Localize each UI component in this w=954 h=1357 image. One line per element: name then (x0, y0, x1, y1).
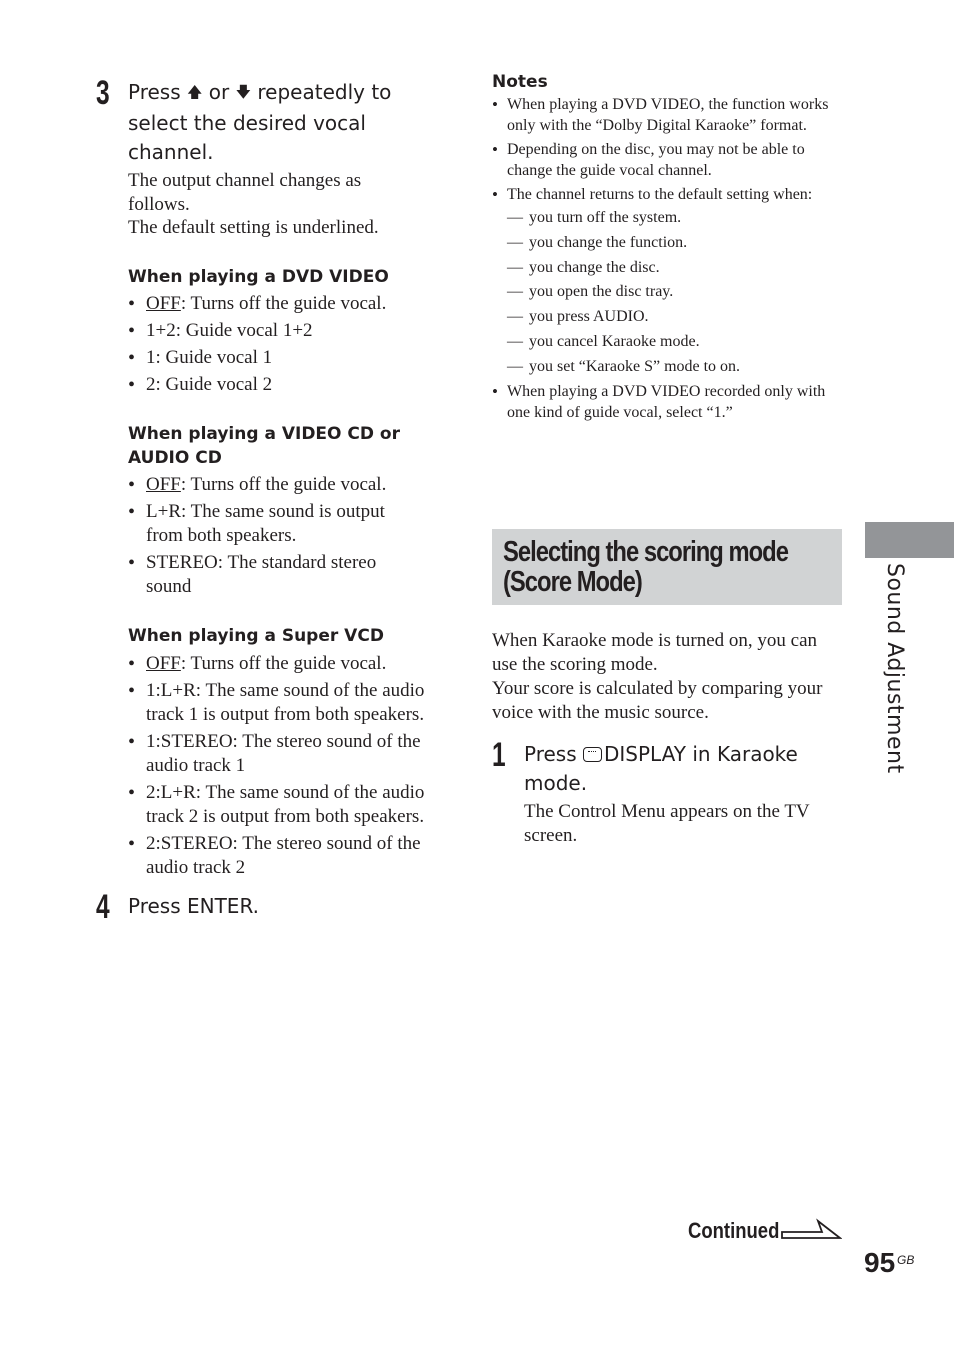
notes-heading: Notes (492, 72, 548, 92)
list-item (128, 373, 456, 397)
item-text: : Turns off the guide vocal. (180, 474, 387, 495)
page-number: 95 (864, 1247, 896, 1278)
dash-item: — you set “Karaoke S” mode to on. (507, 356, 844, 377)
step-body: The Control Menu appears on the TV screen. (524, 801, 810, 846)
dash-list (507, 207, 844, 377)
list-item (128, 292, 456, 316)
list-item (128, 500, 418, 548)
step-number: 1 (492, 736, 506, 774)
dash-item: — you cancel Karaoke mode. (507, 331, 844, 352)
default-setting: OFF (146, 474, 181, 495)
item-text: 2:L+R: The same sound of the audio track 2 is output from both speakers. (146, 781, 425, 827)
body-line: The output channel changes as follows. (128, 170, 362, 215)
step-heading-text: Press (128, 80, 181, 104)
dash-item: — you press AUDIO. (507, 306, 844, 327)
left-column (96, 74, 456, 926)
item-text: : Turns off the guide vocal. (180, 652, 387, 674)
list-item (128, 652, 456, 676)
step-heading-text: DISPLAY in Karaoke mode. (524, 742, 798, 795)
list-item (128, 319, 456, 343)
body-line: The default setting is underlined. (128, 217, 379, 238)
note-item: • When playing a DVD VIDEO recorded only with one kind of guide vocal, select “1.” (492, 381, 844, 423)
item-text: 1:L+R: The same sound of the audio track 1 is output from both speakers. (146, 679, 425, 725)
down-arrow-icon: 🡇 (235, 83, 252, 101)
note-item (492, 184, 844, 377)
list-item (128, 551, 408, 599)
step-body (128, 169, 456, 240)
dash-item: — you change the function. (507, 232, 844, 253)
step-heading-text: Press (524, 742, 577, 766)
right-column (492, 70, 844, 426)
step-heading (128, 78, 456, 167)
item-text: 2: Guide vocal 2 (146, 374, 273, 395)
subheading-svcd: When playing a Super VCD (128, 626, 384, 646)
section-title-line: Selecting the scoring mode (503, 536, 788, 568)
list-dvd (128, 292, 456, 397)
up-arrow-icon: 🡅 (187, 83, 203, 101)
note-item: • Depending on the disc, you may not be able to change the guide vocal channel. (492, 139, 844, 181)
list-item (128, 781, 446, 829)
step-heading-text: or (208, 80, 230, 104)
section-title (503, 536, 788, 598)
default-setting: OFF (146, 293, 181, 314)
section-heading-box (492, 529, 842, 605)
dash-item: — you change the disc. (507, 257, 844, 278)
step-number: 3 (96, 74, 110, 112)
list-item (128, 730, 456, 778)
note-item: • When playing a DVD VIDEO, the function works only with the “Dolby Digital Karaoke” format. (492, 94, 844, 136)
step-number: 4 (96, 887, 110, 926)
default-setting: OFF (146, 652, 181, 674)
step-heading-text: repeatedly to select the desired vocal channel. (128, 80, 392, 164)
list-svcd (128, 652, 456, 880)
dash-item: — you turn off the system. (507, 207, 844, 228)
continued-arrow-icon (780, 1218, 842, 1242)
step-1 (492, 736, 842, 847)
score-mode-content (492, 629, 842, 847)
step-heading (524, 740, 824, 798)
item-text: 2:STEREO: The stereo sound of the audio track 2 (146, 832, 421, 878)
note-text: The channel returns to the default setting when: (507, 186, 813, 203)
item-text: STEREO: The standard stereo sound (146, 552, 377, 597)
side-tab-marker (865, 522, 954, 558)
list-item (128, 473, 456, 497)
list-item (128, 832, 456, 880)
dash-item: — you open the disc tray. (507, 281, 844, 302)
item-text: 1: Guide vocal 1 (146, 347, 273, 368)
step-3 (96, 74, 456, 880)
subheading-vcd: When playing a VIDEO CD or AUDIO CD (128, 424, 400, 468)
side-tab-label: Sound Adjustment (882, 563, 907, 774)
list-vcd (128, 473, 456, 599)
intro-paragraph: Your score is calculated by comparing your voice with the music source. (492, 678, 823, 723)
item-text: : Turns off the guide vocal. (180, 293, 387, 314)
list-item (128, 679, 446, 727)
list-item (128, 346, 456, 370)
item-text: L+R: The same sound is output from both speakers. (146, 501, 385, 546)
intro-paragraph: When Karaoke mode is turned on, you can use the scoring mode. (492, 630, 818, 675)
step-heading: Press ENTER. (128, 893, 259, 918)
continued-label: Continued (688, 1218, 780, 1243)
display-button-icon (583, 747, 602, 762)
item-text: 1:STEREO: The stereo sound of the audio track 1 (146, 730, 421, 776)
item-text: 1+2: Guide vocal 1+2 (146, 320, 313, 341)
step-4 (96, 887, 456, 926)
page-suffix: GB (897, 1253, 915, 1267)
subheading-dvd: When playing a DVD VIDEO (128, 266, 389, 287)
section-title-line: (Score Mode) (503, 566, 642, 598)
notes-list (492, 94, 844, 423)
